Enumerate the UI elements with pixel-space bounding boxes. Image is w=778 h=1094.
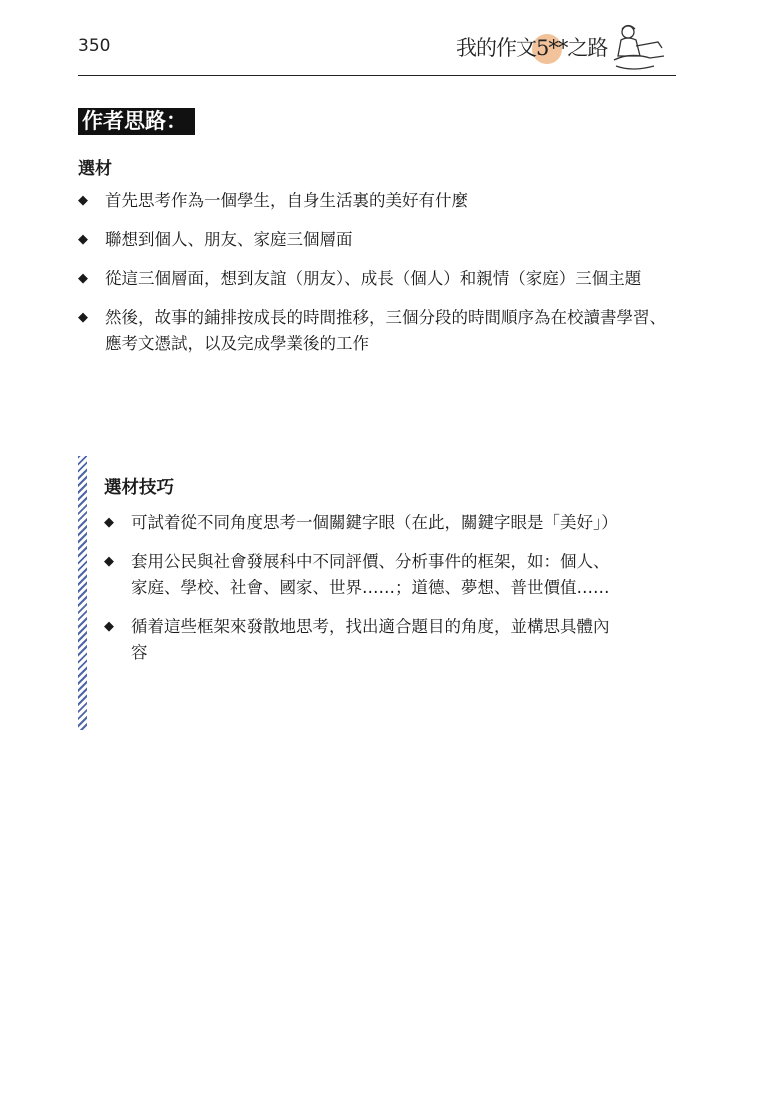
list-item-text: 然後，故事的鋪排按成長的時間推移，三個分段的時間順序為在校讀書學習、應考文憑試，以及完成學業後的工作: [105, 308, 666, 353]
list-item-text: 循着這些框架來發散地思考，找出適合題目的角度，並構思具體內容: [131, 617, 610, 662]
list-item: [104, 510, 624, 536]
list-item-text: 套用公民與社會發展科中不同評價、分析事件的框架，如：個人、家庭、學校、社會、國家、世界……；道德、夢想、普世價值……: [131, 552, 610, 597]
diamond-bullet-icon: ◆: [104, 619, 114, 634]
book-title: 我的作文5**之路: [456, 36, 608, 60]
book-title-logo: [456, 22, 666, 74]
diamond-bullet-icon: ◆: [78, 271, 88, 286]
diamond-bullet-icon: ◆: [104, 515, 114, 530]
section-heading: 作者思路：: [78, 108, 195, 135]
tips-box: [78, 456, 638, 732]
bullet-list: [78, 188, 678, 370]
diamond-bullet-icon: ◆: [78, 232, 88, 247]
list-item-text: 從這三個層面，想到友誼（朋友）、成長（個人）和親情（家庭）三個主題: [105, 269, 642, 288]
diamond-bullet-icon: ◆: [78, 310, 88, 325]
sub-heading: 選材: [78, 159, 112, 179]
list-item: [104, 614, 624, 666]
tips-title: 選材技巧: [104, 478, 174, 498]
diamond-bullet-icon: ◆: [104, 554, 114, 569]
tips-list: [104, 510, 624, 679]
list-item: [78, 305, 678, 357]
list-item-text: 可試着從不同角度思考一個關鍵字眼（在此，關鍵字眼是「美好」）: [131, 513, 618, 532]
diamond-bullet-icon: ◆: [78, 193, 88, 208]
list-item: [78, 266, 678, 292]
striped-sidebar: [78, 456, 87, 730]
reading-figure-icon: [606, 22, 668, 74]
list-item: [78, 227, 678, 253]
list-item: [104, 549, 624, 601]
list-item-text: 首先思考作為一個學生，自身生活裏的美好有什麼: [105, 191, 468, 210]
list-item-text: 聯想到個人、朋友、家庭三個層面: [105, 230, 353, 249]
header-divider: [78, 75, 676, 76]
list-item: [78, 188, 678, 214]
page-number: 350: [78, 36, 111, 56]
